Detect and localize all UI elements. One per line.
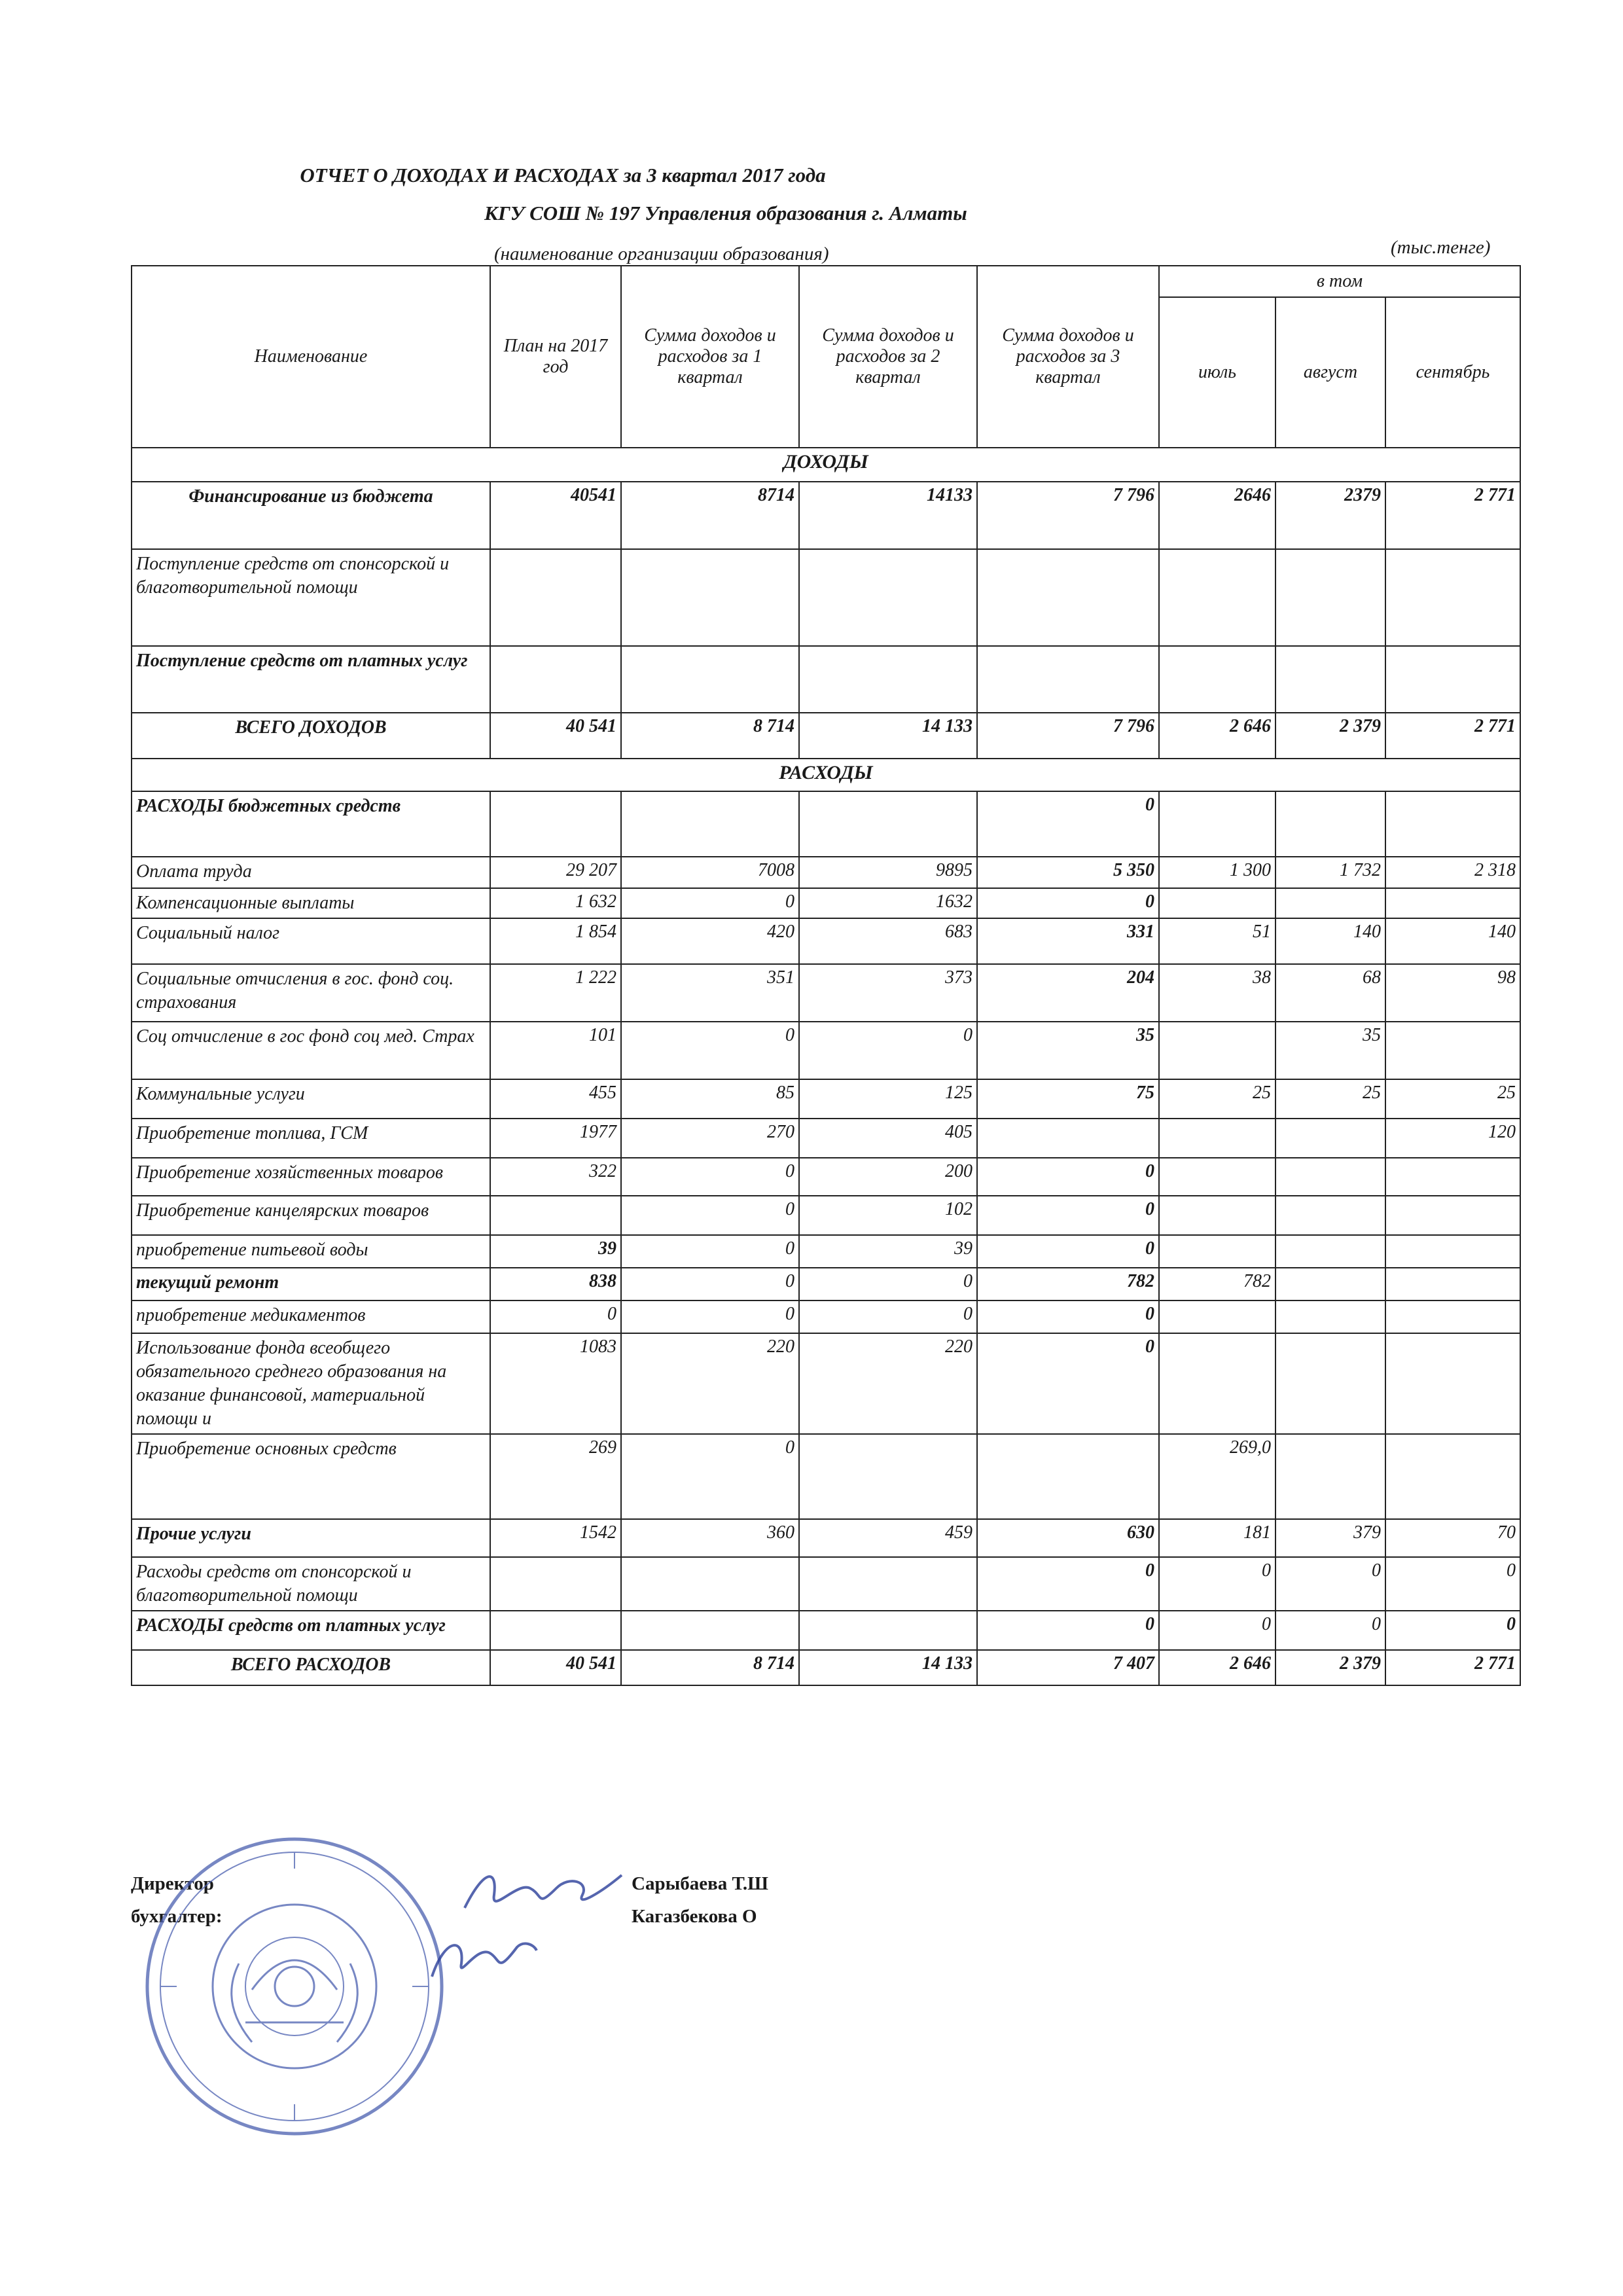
cell-plan: 322 [490, 1158, 621, 1196]
cell-plan: 0 [490, 1300, 621, 1333]
row-label: приобретение питьевой воды [132, 1235, 490, 1268]
cell-plan [490, 791, 621, 857]
cell-m1 [1159, 888, 1275, 918]
cell-q1: 0 [621, 1300, 799, 1333]
cell-m3 [1385, 549, 1520, 646]
table-row [132, 1434, 1520, 1519]
cell-q3: 0 [977, 888, 1159, 918]
cell-q3: 0 [977, 791, 1159, 857]
official-stamp-image [141, 1833, 448, 2140]
cell-m3 [1385, 646, 1520, 713]
cell-m1: 2646 [1159, 482, 1275, 549]
cell-q1: 8 714 [621, 1650, 799, 1685]
cell-m3: 70 [1385, 1519, 1520, 1557]
row-label: Поступление средств от платных услуг [132, 646, 490, 713]
cell-q2: 14 133 [799, 713, 977, 759]
total-row [132, 1650, 1520, 1685]
cell-m3 [1385, 1158, 1520, 1196]
row-label: Прочие услуги [132, 1519, 490, 1557]
cell-m2: 35 [1275, 1022, 1385, 1079]
row-label: Приобретение канцелярских товаров [132, 1196, 490, 1235]
cell-q3: 7 796 [977, 482, 1159, 549]
cell-m2 [1275, 1300, 1385, 1333]
cell-m1 [1159, 646, 1275, 713]
row-label: ВСЕГО РАСХОДОВ [132, 1650, 490, 1685]
cell-m1: 51 [1159, 918, 1275, 964]
cell-m3: 2 771 [1385, 482, 1520, 549]
cell-q1 [621, 549, 799, 646]
cell-m3: 120 [1385, 1119, 1520, 1158]
row-label: РАСХОДЫ средств от платных услуг [132, 1611, 490, 1650]
cell-m1 [1159, 1333, 1275, 1434]
row-label: Коммунальные услуги [132, 1079, 490, 1119]
row-label: Приобретение хозяйственных товаров [132, 1158, 490, 1196]
cell-m1 [1159, 1196, 1275, 1235]
cell-q2: 0 [799, 1300, 977, 1333]
cell-q1: 360 [621, 1519, 799, 1557]
row-label: текущий ремонт [132, 1268, 490, 1300]
cell-q1: 0 [621, 1235, 799, 1268]
col-header-plan: План на 2017 год [490, 266, 621, 448]
cell-m2 [1275, 646, 1385, 713]
cell-q2: 14 133 [799, 1650, 977, 1685]
row-label: Использование фонда всеобщего обязательного среднего образования на оказание финансовой, материальной помощи и [132, 1333, 490, 1434]
table-row [132, 1235, 1520, 1268]
cell-m1 [1159, 1300, 1275, 1333]
col-header-q1: Сумма доходов и расходов за 1 квартал [621, 266, 799, 448]
row-label: Приобретение основных средств [132, 1434, 490, 1519]
cell-q3: 0 [977, 1557, 1159, 1611]
cell-m1 [1159, 1158, 1275, 1196]
cell-q1: 0 [621, 1434, 799, 1519]
cell-q1 [621, 791, 799, 857]
cell-m1 [1159, 549, 1275, 646]
cell-q3: 0 [977, 1333, 1159, 1434]
cell-q2 [799, 1557, 977, 1611]
cell-q1 [621, 1611, 799, 1650]
table-row [132, 791, 1520, 857]
cell-q1: 7008 [621, 857, 799, 888]
section-title-income: ДОХОДЫ [132, 448, 1520, 482]
units-label: (тыс.тенге) [1391, 237, 1491, 258]
cell-m3 [1385, 1196, 1520, 1235]
cell-q2: 459 [799, 1519, 977, 1557]
cell-m3 [1385, 1333, 1520, 1434]
cell-plan [490, 1557, 621, 1611]
organization-name: КГУ СОШ № 197 Управления образования г. Алматы [484, 202, 967, 224]
cell-q1: 0 [621, 1196, 799, 1235]
cell-q1: 270 [621, 1119, 799, 1158]
cell-m3: 140 [1385, 918, 1520, 964]
col-header-q3: Сумма доходов и расходов за 3 квартал [977, 266, 1159, 448]
cell-q2: 125 [799, 1079, 977, 1119]
report-title: ОТЧЕТ О ДОХОДАХ И РАСХОДАХ за 3 квартал 2017 года [300, 164, 826, 187]
cell-m3 [1385, 1434, 1520, 1519]
col-header-q2: Сумма доходов и расходов за 2 квартал [799, 266, 977, 448]
cell-q2: 405 [799, 1119, 977, 1158]
cell-q3: 204 [977, 964, 1159, 1022]
cell-m2: 140 [1275, 918, 1385, 964]
row-label: Соц отчисление в гос фонд соц мед. Страх [132, 1022, 490, 1079]
cell-q1: 420 [621, 918, 799, 964]
table-row [132, 1119, 1520, 1158]
cell-q1 [621, 646, 799, 713]
cell-q3: 7 407 [977, 1650, 1159, 1685]
table-row [132, 888, 1520, 918]
cell-q2 [799, 1434, 977, 1519]
cell-q3 [977, 549, 1159, 646]
cell-m3: 25 [1385, 1079, 1520, 1119]
cell-q1: 351 [621, 964, 799, 1022]
cell-plan [490, 646, 621, 713]
section-title-expenses: РАСХОДЫ [132, 759, 1520, 791]
cell-m2: 379 [1275, 1519, 1385, 1557]
cell-q3: 7 796 [977, 713, 1159, 759]
row-label: Расходы средств от спонсорской и благотворительной помощи [132, 1557, 490, 1611]
cell-q3 [977, 646, 1159, 713]
cell-m2 [1275, 888, 1385, 918]
cell-m2: 2 379 [1275, 1650, 1385, 1685]
director-name: Сарыбаева Т.Ш [632, 1873, 769, 1894]
cell-m2 [1275, 1268, 1385, 1300]
cell-m3: 2 318 [1385, 857, 1520, 888]
cell-q3: 0 [977, 1158, 1159, 1196]
cell-plan: 101 [490, 1022, 621, 1079]
row-label: приобретение медикаментов [132, 1300, 490, 1333]
cell-plan [490, 1196, 621, 1235]
cell-m1: 0 [1159, 1557, 1275, 1611]
row-label: Приобретение топлива, ГСМ [132, 1119, 490, 1158]
cell-q3: 35 [977, 1022, 1159, 1079]
cell-m3: 98 [1385, 964, 1520, 1022]
cell-m2 [1275, 1196, 1385, 1235]
cell-plan [490, 549, 621, 646]
row-label: Финансирование из бюджета [132, 482, 490, 549]
cell-plan: 1 632 [490, 888, 621, 918]
col-header-august: август [1275, 297, 1385, 448]
cell-q2: 39 [799, 1235, 977, 1268]
table-row [132, 918, 1520, 964]
cell-q3: 630 [977, 1519, 1159, 1557]
row-label: Компенсационные выплаты [132, 888, 490, 918]
col-header-name: Наименование [132, 266, 490, 448]
cell-m2: 0 [1275, 1611, 1385, 1650]
report-table [131, 265, 1521, 1686]
cell-q1: 85 [621, 1079, 799, 1119]
table-row [132, 482, 1520, 549]
cell-plan: 455 [490, 1079, 621, 1119]
cell-q3: 0 [977, 1196, 1159, 1235]
cell-plan: 1 222 [490, 964, 621, 1022]
cell-m1: 25 [1159, 1079, 1275, 1119]
cell-m1: 269,0 [1159, 1434, 1275, 1519]
row-label: Социальный налог [132, 918, 490, 964]
cell-m2 [1275, 1158, 1385, 1196]
col-header-group: в том [1159, 266, 1520, 297]
cell-q2: 102 [799, 1196, 977, 1235]
cell-plan: 39 [490, 1235, 621, 1268]
cell-m2 [1275, 791, 1385, 857]
cell-m1: 181 [1159, 1519, 1275, 1557]
cell-m1 [1159, 1235, 1275, 1268]
section-row-expenses [132, 759, 1520, 791]
cell-m2: 68 [1275, 964, 1385, 1022]
cell-m3: 2 771 [1385, 713, 1520, 759]
cell-m3: 0 [1385, 1557, 1520, 1611]
table-row [132, 1557, 1520, 1611]
cell-q2 [799, 791, 977, 857]
cell-m3: 0 [1385, 1611, 1520, 1650]
cell-q1: 8 714 [621, 713, 799, 759]
cell-m1 [1159, 791, 1275, 857]
cell-m1 [1159, 1119, 1275, 1158]
table-row [132, 549, 1520, 646]
cell-m3 [1385, 888, 1520, 918]
cell-plan: 29 207 [490, 857, 621, 888]
col-header-september: сентябрь [1385, 297, 1520, 448]
organization-caption: (наименование организации образования) [494, 243, 829, 264]
table-row [132, 1158, 1520, 1196]
cell-m1: 38 [1159, 964, 1275, 1022]
cell-q2: 14133 [799, 482, 977, 549]
cell-q2: 9895 [799, 857, 977, 888]
cell-m1 [1159, 1022, 1275, 1079]
cell-q3: 0 [977, 1235, 1159, 1268]
cell-plan: 1 854 [490, 918, 621, 964]
cell-q1: 0 [621, 1158, 799, 1196]
cell-q3: 5 350 [977, 857, 1159, 888]
director-signature-image [458, 1856, 628, 1928]
cell-m3 [1385, 1022, 1520, 1079]
accountant-label: бухгалтер: [131, 1906, 223, 1927]
cell-q1 [621, 1557, 799, 1611]
cell-q1: 0 [621, 888, 799, 918]
cell-q3: 782 [977, 1268, 1159, 1300]
cell-m1: 2 646 [1159, 713, 1275, 759]
cell-plan: 40 541 [490, 713, 621, 759]
cell-m2 [1275, 1333, 1385, 1434]
table-row [132, 964, 1520, 1022]
table-row [132, 1611, 1520, 1650]
cell-q2: 0 [799, 1022, 977, 1079]
cell-m3 [1385, 1235, 1520, 1268]
cell-plan: 269 [490, 1434, 621, 1519]
cell-m3 [1385, 1300, 1520, 1333]
row-label: Социальные отчисления в гос. фонд соц. страхования [132, 964, 490, 1022]
row-label: РАСХОДЫ бюджетных средств [132, 791, 490, 857]
cell-plan [490, 1611, 621, 1650]
cell-q3: 0 [977, 1611, 1159, 1650]
cell-q3: 331 [977, 918, 1159, 964]
cell-plan: 40541 [490, 482, 621, 549]
cell-m2 [1275, 1119, 1385, 1158]
cell-m2 [1275, 1235, 1385, 1268]
cell-m2: 2379 [1275, 482, 1385, 549]
table-row [132, 1022, 1520, 1079]
cell-plan: 1977 [490, 1119, 621, 1158]
cell-m2 [1275, 549, 1385, 646]
cell-m3 [1385, 1268, 1520, 1300]
cell-plan: 1083 [490, 1333, 621, 1434]
total-row [132, 713, 1520, 759]
cell-q3: 75 [977, 1079, 1159, 1119]
table-row [132, 1268, 1520, 1300]
row-label: ВСЕГО ДОХОДОВ [132, 713, 490, 759]
cell-m3 [1385, 791, 1520, 857]
row-label: Поступление средств от спонсорской и благотворительной помощи [132, 549, 490, 646]
cell-q2 [799, 1611, 977, 1650]
cell-q2: 220 [799, 1333, 977, 1434]
cell-m1: 782 [1159, 1268, 1275, 1300]
cell-q3 [977, 1119, 1159, 1158]
cell-q2: 1632 [799, 888, 977, 918]
cell-plan: 1542 [490, 1519, 621, 1557]
cell-m2: 2 379 [1275, 713, 1385, 759]
cell-q2: 373 [799, 964, 977, 1022]
director-label: Директор [131, 1873, 214, 1894]
cell-q2 [799, 646, 977, 713]
cell-m1: 2 646 [1159, 1650, 1275, 1685]
cell-m3: 2 771 [1385, 1650, 1520, 1685]
cell-q2: 200 [799, 1158, 977, 1196]
table-row [132, 1079, 1520, 1119]
table-row [132, 646, 1520, 713]
table-row [132, 1519, 1520, 1557]
table-row [132, 1300, 1520, 1333]
cell-q2 [799, 549, 977, 646]
accountant-name: Кагазбекова О [632, 1906, 757, 1927]
cell-q1: 0 [621, 1268, 799, 1300]
cell-m2 [1275, 1434, 1385, 1519]
cell-plan: 838 [490, 1268, 621, 1300]
cell-m2: 25 [1275, 1079, 1385, 1119]
cell-q1: 220 [621, 1333, 799, 1434]
cell-m2: 0 [1275, 1557, 1385, 1611]
cell-q1: 0 [621, 1022, 799, 1079]
cell-q2: 0 [799, 1268, 977, 1300]
table-row [132, 1196, 1520, 1235]
accountant-signature-image [425, 1918, 543, 1990]
cell-q3: 0 [977, 1300, 1159, 1333]
cell-plan: 40 541 [490, 1650, 621, 1685]
col-header-july: июль [1159, 297, 1275, 448]
cell-q1: 8714 [621, 482, 799, 549]
table-row [132, 1333, 1520, 1434]
cell-m2: 1 732 [1275, 857, 1385, 888]
cell-m1: 0 [1159, 1611, 1275, 1650]
table-row [132, 857, 1520, 888]
cell-q2: 683 [799, 918, 977, 964]
cell-q3 [977, 1434, 1159, 1519]
cell-m1: 1 300 [1159, 857, 1275, 888]
row-label: Оплата труда [132, 857, 490, 888]
section-row-income [132, 448, 1520, 482]
